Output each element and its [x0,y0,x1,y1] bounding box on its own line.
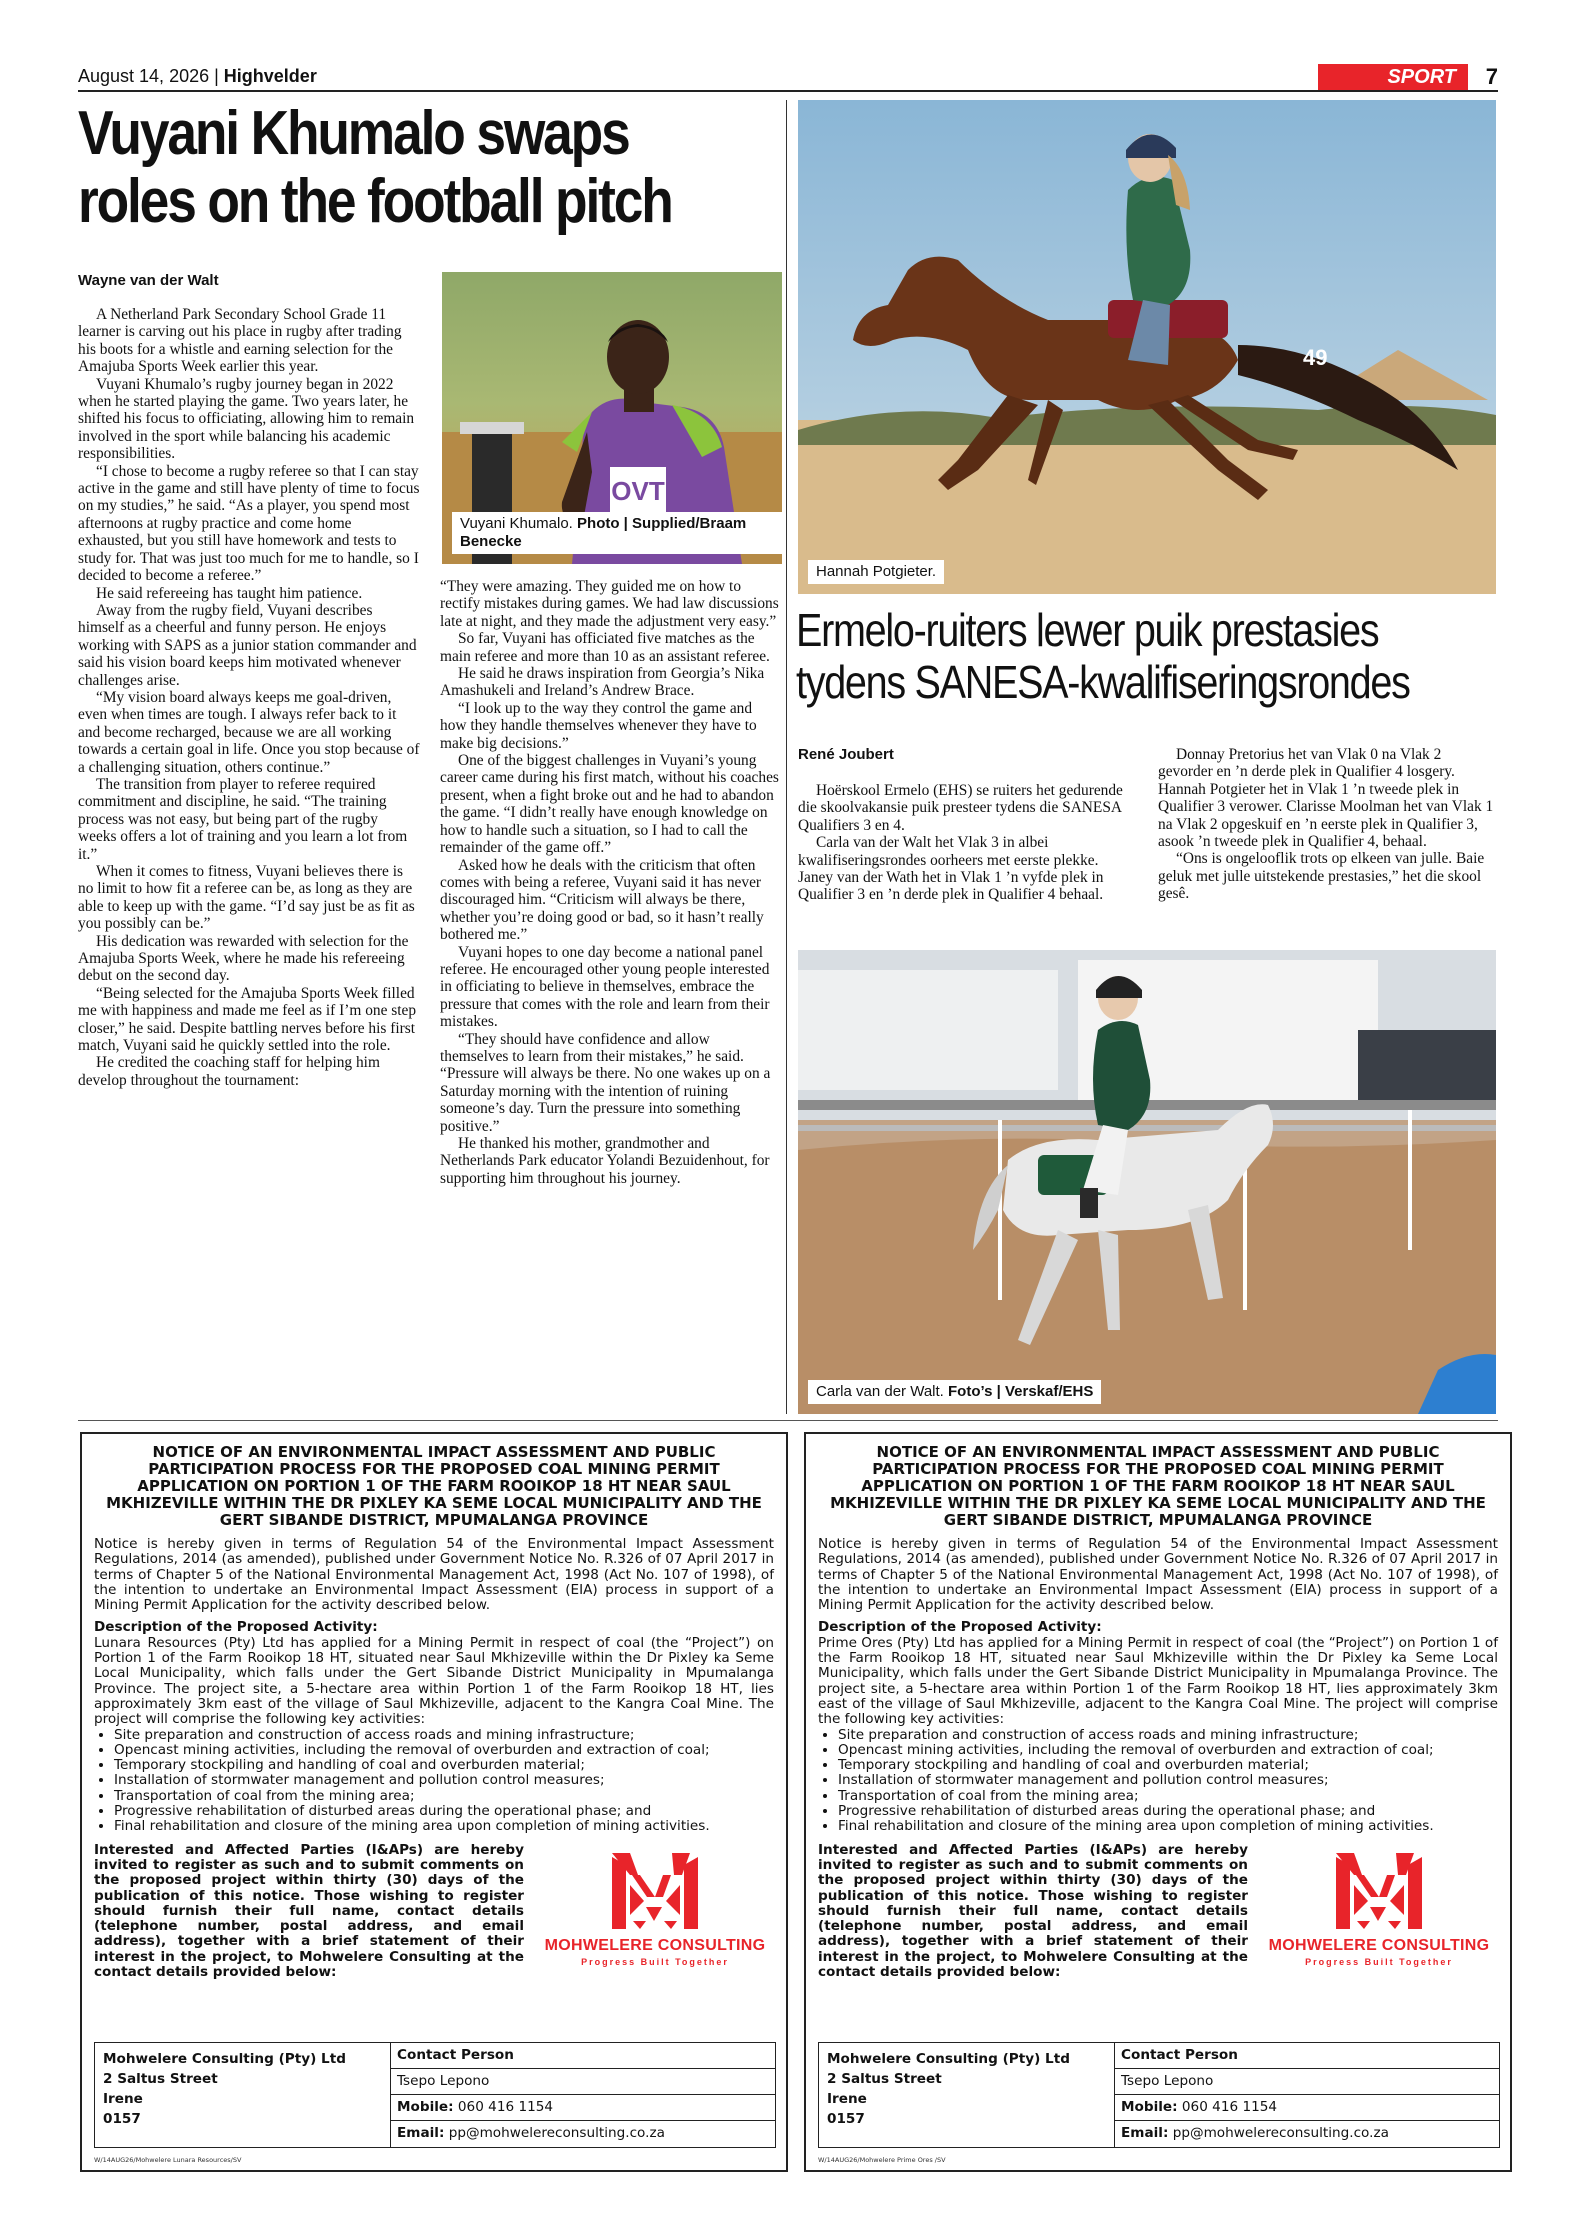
notice-activity: • Installation of stormwater management and pollution control measures; [114,1773,774,1788]
notice-activity: • Temporary stockpiling and handling of coal and overburden material; [114,1758,774,1773]
issue-date-line: August 14, 2026 | Highvelder [78,66,317,86]
rider-photo-hannah [798,100,1496,594]
notice-activity: • Progressive rehabilitation of disturbed areas during the operational phase; and [838,1804,1498,1819]
article2-column1 [798,782,1134,904]
notice-desc-heading: Description of the Proposed Activity: [818,1619,1102,1636]
hannah-photo-caption: Hannah Potgieter. [808,560,944,584]
notice-reference: W/14AUG26/Mohwelere Prime Ores /SV [818,2156,946,2164]
notice-activity: • Installation of stormwater management and pollution control measures; [838,1773,1498,1788]
referee-photo-caption: Vuyani Khumalo. Photo | Supplied/Braam Benecke [452,512,782,554]
address-line: 2 Saltus Street [103,2071,218,2087]
logo-tagline: Progress Built Together [581,1956,729,1967]
contact-mobile: Mobile: 060 416 1154 [391,2095,775,2121]
article2-paragraph: Carla van der Walt het Vlak 3 in albei kwalifiseringsrondes oorheers met eerste plekke. Janey van der Wath het in Vlak 1 ’n vyfde plek in Qualifier 3 en ’n derde plek in Qualifier 4 behaal. [798,834,1104,904]
referee-photo [442,272,782,564]
contact-heading-cell [1115,2043,1499,2069]
article2-headline-line2: tydens SANESA-kwalifiseringsrondes [796,656,1410,708]
article1-paragraph: “Being selected for the Amajuba Sports Week filled me with happiness and made me feel as if I’m one step closer,” he said. Despite battling nerves before his first match, Vuyani said he quickly settled into the role. [78,984,417,1055]
article1-paragraph: Vuyani hopes to one day become a national panel referee. He encouraged other young people interested in officiating to believe in themselves, embrace the pressure that comes with the role and learn from their mistakes. [440,943,770,1031]
notice-intro: Notice is hereby given in terms of Regulation 54 of the Environmental Impact Assessment Regulations, 2014 (as amended), published under Government Notice No. R.326 of 07 April 2017 in terms of Chapter 5 of the National Environmental Management Act, 1998 (Act No. 107 of 1998), of the intention to undertake an Environmental Impact Assessment (EIA) process in support of a Mining Permit Application for the activity described below. [94,1536,774,1614]
notice-activity: • Final rehabilitation and closure of the mining area upon completion of mining activities. [838,1819,1498,1834]
logo-tagline: Progress Built Together [1305,1956,1453,1967]
notice-iap-text: Interested and Affected Parties (I&APs) are hereby invited to register as such and to submit comments on the proposed project within thirty (30) days of the publication of this notice. Those wishing to register should furnish their full name, contact details (telephone number, postal address, and email address), together with a brief statement of their interest in the project, to Mohwelere Consulting at the contact details provided below: [94,1841,524,1981]
article1-paragraph: When it comes to fitness, Vuyani believes there is no limit to how fit a referee can be, as long as they are able to keep up with the game. “I’d say just be as fit as you possibly can be.” [78,863,415,933]
contact-heading-cell [391,2043,775,2069]
address-line: 0157 [827,2111,865,2127]
article1-paragraph: He thanked his mother, grandmother and Netherlands Park educator Yolandi Bezuidenhout, for supporting him throughout his journey. [440,1135,770,1187]
address-line: Irene [103,2091,143,2107]
article1-paragraph: “They should have confidence and allow themselves to learn from their mistakes,” he said. “Pressure will always be there. No one wakes up on a Saturday morning with the intention of ruining someone’s day. Turn the pressure into something positive.” [440,1030,771,1135]
article1-headline-line1: Vuyani Khumalo swaps [78,99,629,168]
logo-name: MOHWELERE CONSULTING [544,1936,766,1954]
notice-activity: • Opencast mining activities, including the removal of overburden and extraction of coal; [838,1743,1498,1758]
article2-headline [796,604,1450,708]
public-notice-prime-ores [804,1432,1512,2172]
notices-divider [78,1420,1498,1421]
mohwelere-logo [1258,1845,1500,1973]
article1-paragraph: He said he draws inspiration from Georgia’s Nika Amashukeli and Ireland’s Andrew Brace. [440,665,765,700]
notice-activity: • Temporary stockpiling and handling of coal and overburden material; [838,1758,1498,1773]
article1-paragraph: Vuyani Khumalo’s rugby journey began in 2022 when he started playing the game. Two years later, he shifted his focus to officiating, allowing him to remain involved in the sport while balancing his academic responsibilities. [78,375,415,463]
notice-desc-heading: Description of the Proposed Activity: [94,1619,378,1636]
contact-heading: Contact Person [397,2047,514,2063]
address-line: Mohwelere Consulting (Pty) Ltd [103,2051,346,2067]
article2-byline: René Joubert [798,746,894,763]
article1-paragraph: “They were amazing. They guided me on how to rectify mistakes during games. We had law discussions late at night, and they made the adjustment very easy.” [440,578,779,630]
email-address[interactable]: pp@mohwelereconsulting.co.za [1172,2125,1389,2141]
article1-paragraph: Away from the rugby field, Vuyani describes himself as a cheerful and funny person. He enjoys working with SAPS as a junior station commander and said his vision board keeps him motivated whenever challenges arise. [78,601,417,689]
notice-body [818,1537,1498,1835]
article1-paragraph: So far, Vuyani has officiated five matches as the main referee and more than 10 as an assistant referee. [440,630,770,665]
article2-paragraph: Hoërskool Ermelo (EHS) se ruiters het gedurende die skoolvakansie puik presteer tydens die SANESA Qualifiers 3 en 4. [798,782,1123,834]
contact-email: Email: pp@mohwelereconsulting.co.za [1121,2125,1389,2141]
mobile-number[interactable]: 060 416 1154 [1181,2099,1278,2115]
paper-name: Highvelder [223,66,317,86]
notice-intro: Notice is hereby given in terms of Regulation 54 of the Environmental Impact Assessment Regulations, 2014 (as amended), published under Government Notice No. R.326 of 07 April 2017 in terms of Chapter 5 of the National Environmental Management Act, 1998 (Act No. 107 of 1998), of the intention to undertake an Environmental Impact Assessment (EIA) process in support of a Mining Permit Application for the activity described below. [818,1536,1498,1614]
article1-paragraph: “I chose to become a rugby referee so that I can stay active in the game and still have plenty of time to focus on my studies,” he said. “As a player, you spend most afternoons at rugby practice and come home exhausted, but you still have homework and tests to study for. That was just too much for me to handle, so I decided to become a referee.” [78,462,420,585]
rider-photo-carla [798,950,1496,1414]
contact-heading: Contact Person [1121,2047,1238,2063]
notice-activity: • Transportation of coal from the mining area; [838,1789,1498,1804]
notice-iap-text: Interested and Affected Parties (I&APs) are hereby invited to register as such and to submit comments on the proposed project within thirty (30) days of the publication of this notice. Those wishing to register should furnish their full name, contact details (telephone number, postal address, and email address), together with a brief statement of their interest in the project, to Mohwelere Consulting at the contact details provided below: [818,1841,1248,1981]
article1-column2 [440,578,780,1187]
mobile-number[interactable]: 060 416 1154 [457,2099,554,2115]
rider-photo-hannah-image [798,100,1496,594]
contact-email: Email: pp@mohwelereconsulting.co.za [397,2125,665,2141]
notice-activity-list [818,1728,1498,1835]
article1-headline [78,100,680,236]
address-line: Mohwelere Consulting (Pty) Ltd [827,2051,1070,2067]
contact-table [818,2042,1500,2148]
article-divider [786,100,787,1414]
notice-activity: • Final rehabilitation and closure of the mining area upon completion of mining activities. [114,1819,774,1834]
notice-activity: • Progressive rehabilitation of disturbed areas during the operational phase; and [114,1804,774,1819]
section-label: SPORT [1318,64,1468,90]
shirt-logo-text: OVT [611,476,665,506]
masthead [78,64,1498,92]
notice-title: NOTICE OF AN ENVIRONMENTAL IMPACT ASSESSMENT AND PUBLIC PARTICIPATION PROCESS FOR THE PROPOSED COAL MINING PERMIT APPLICATION ON PORTION 1 OF THE FARM ROOIKOP 18 HT NEAR SAUL MKHIZEVILLE WITHIN THE DR PIXLEY KA SEME LOCAL MUNICIPALITY AND THE GERT SIBANDE DISTRICT, MPUMALANGA PROVINCE [830,1443,1486,1529]
article1-paragraph: Asked how he deals with the criticism that often comes with being a referee, Vuyani said it has never discouraged him. “Criticism will always be there, whether you’re doing good or bad, so it hasn’t really bothered me.” [440,856,764,944]
article1-paragraph: He credited the coaching staff for helping him develop throughout the tournament: [78,1054,380,1089]
article1-paragraph: His dedication was rewarded with selection for the Amajuba Sports Week, where he made his refereeing debut on the second day. [78,932,409,985]
notice-activity: • Site preparation and construction of access roads and mining infrastructure; [838,1728,1498,1743]
article1-paragraph: One of the biggest challenges in Vuyani’s young career came during his first match, without his coaches present, when a fight broke out and he had to abandon the game. “I didn’t really have enough knowledge on how to handle such a situation, so I had to call the remainder of the game off.” [440,752,779,857]
notice-desc: Prime Ores (Pty) Ltd has applied for a Mining Permit in respect of coal (the “Project”) on Portion 1 of the Farm Rooikop 18 HT, situated near Saul Mkhizeville within the Dr Pixley ka Seme Local Municipality, which falls under the Gert Sibande District Municipality in Mpumalanga Province. The project site, a 5-hectare area within Portion 1 of the Farm Rooikop 18 HT, lies approximately 3km east of the village of Saul Mkhizeville, adjacent to the Kangra Coal Mine. The project will comprise the following key activities: [818,1634,1498,1728]
article2-paragraph: Donnay Pretorius het van Vlak 0 na Vlak 2 gevorder en ’n derde plek in Qualifier 4 losgery. Hannah Potgieter het in Vlak 1 ’n tweede plek in Qualifier 3 verower. Clarisse Moolman het van Vlak 1 na Vlak 2 opgeskuif en ’n eerste plek in Qualifier 3, asook ’n tweede plek in Qualifier 4, behaal. [1158,746,1494,851]
horse-number: 49 [1303,345,1328,370]
notice-title: NOTICE OF AN ENVIRONMENTAL IMPACT ASSESSMENT AND PUBLIC PARTICIPATION PROCESS FOR THE PROPOSED COAL MINING PERMIT APPLICATION ON PORTION 1 OF THE FARM ROOIKOP 18 HT NEAR SAUL MKHIZEVILLE WITHIN THE DR PIXLEY KA SEME LOCAL MUNICIPALITY AND THE GERT SIBANDE DISTRICT, MPUMALANGA PROVINCE [106,1443,762,1529]
article2-column2 [1158,746,1498,903]
article1-headline-line2: roles on the football pitch [78,167,672,236]
article1-paragraph: “My vision board always keeps me goal-driven, even when times are tough. I always refer back to it and become recharged, because we are all working towards a certain goal in life. Once you stop because of a challenging situation, others continue.” [78,688,420,776]
address-line: Irene [827,2091,867,2107]
logo-name: MOHWELERE CONSULTING [1268,1936,1490,1954]
address-line: 0157 [103,2111,141,2127]
contact-mobile: Mobile: 060 416 1154 [1115,2095,1499,2121]
contact-details [391,2043,775,2147]
contact-table [94,2042,776,2148]
notice-activity-list [94,1728,774,1835]
notice-activity: • Opencast mining activities, including the removal of overburden and extraction of coal; [114,1743,774,1758]
notice-registration-row [818,1843,1498,1993]
notice-registration-row [94,1843,774,1993]
notice-desc: Lunara Resources (Pty) Ltd has applied for a Mining Permit in respect of coal (the “Project”) on Portion 1 of the Farm Rooikop 18 HT, situated near Saul Mkhizeville within the Dr Pixley ka Seme Local Municipality, which falls under the Gert Sibande District Municipality in Mpumalanga Province. The project site, a 5-hectare area within Portion 1 of the Farm Rooikop 18 HT, lies approximately 3km east of the village of Saul Mkhizeville, adjacent to the Kangra Coal Mine. The project will comprise the following key activities: [94,1634,774,1728]
mohwelere-logo-mark-icon [534,1845,776,1937]
notice-activity: • Site preparation and construction of access roads and mining infrastructure; [114,1728,774,1743]
contact-name: Tsepo Lepono [1115,2069,1499,2095]
article1-paragraph: He said refereeing has taught him patience. [96,584,363,602]
article1-column1 [78,306,420,1089]
email-address[interactable]: pp@mohwelereconsulting.co.za [448,2125,665,2141]
notice-body [94,1537,774,1835]
public-notice-lunara [80,1432,788,2172]
address-line: 2 Saltus Street [827,2071,942,2087]
issue-date: August 14, 2026 [78,66,210,86]
contact-name: Tsepo Lepono [391,2069,775,2095]
contact-address [819,2043,1115,2147]
article1-paragraph: “I look up to the way they control the game and how they handle themselves whenever they have to make big decisions.” [440,699,757,752]
contact-address [95,2043,391,2147]
rider-photo-carla-image [798,950,1496,1414]
notice-activity: • Transportation of coal from the mining area; [114,1789,774,1804]
page-number: 7 [1485,64,1498,89]
notice-reference: W/14AUG26/Mohwelere Lunara Resources/SV [94,2156,242,2164]
article1-paragraph: The transition from player to referee required commitment and discipline, he said. “The training process was not easy, but being part of the rugby weeks offers a lot of training and you learn a lot from it.” [78,775,408,863]
carla-photo-caption: Carla van der Walt. Foto’s | Verskaf/EHS [808,1380,1101,1404]
mohwelere-logo [534,1845,776,1973]
article1-paragraph: A Netherland Park Secondary School Grade 11 learner is carving out his place in rugby after trading his boots for a whistle and earning selection for the Amajuba Sports Week earlier this year. [78,306,402,376]
article2-paragraph: “Ons is ongelooflik trots op elkeen van julle. Baie geluk met julle uitstekende prestasies,” het die skool gesê. [1158,850,1485,903]
article2-headline-line1: Ermelo-ruiters lewer puik prestasies [796,604,1379,656]
contact-details [1115,2043,1499,2147]
mohwelere-logo-mark-icon [1258,1845,1500,1937]
article1-byline: Wayne van der Walt [78,272,219,289]
